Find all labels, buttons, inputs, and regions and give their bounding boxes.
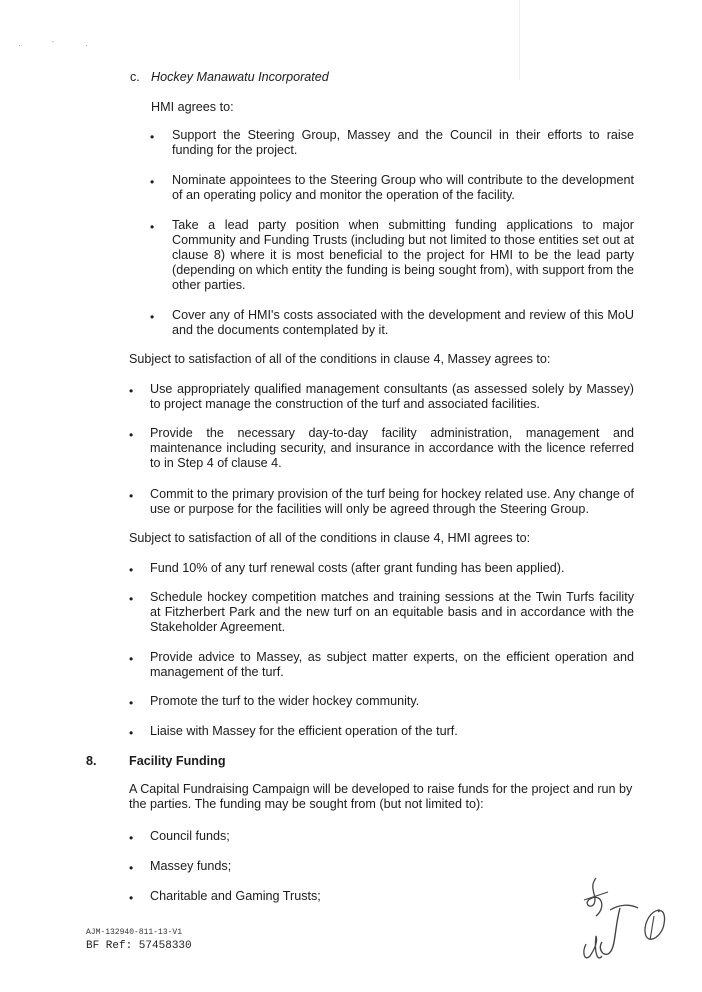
- hmi-intro: Subject to satisfaction of all of the conditions in clause 4, HMI agrees to:: [129, 531, 531, 545]
- section-c-bullet-4: Cover any of HMI's costs associated with the development and review of this MoU and the documents contemplated by it.: [172, 308, 634, 337]
- massey-bullet-2: Provide the necessary day-to-day facility administration, management and maintenance including security, and insurance in accordance with the licence referred to in Step 4 of clause 4.: [150, 426, 634, 470]
- bullet-marker: •: [129, 384, 134, 398]
- hmi-bullet-3: Provide advice to Massey, as subject matter experts, on the efficient operation and management of the turf.: [150, 650, 634, 679]
- section-8-bullet-2: Massey funds;: [150, 859, 232, 873]
- bullet-marker: •: [129, 592, 134, 606]
- bullet-marker: •: [150, 130, 155, 144]
- section-8-number: 8.: [86, 754, 97, 768]
- bullet-marker: •: [129, 563, 134, 577]
- bullet-marker: •: [129, 696, 134, 710]
- massey-intro: Subject to satisfaction of all of the conditions in clause 4, Massey agrees to:: [129, 352, 551, 366]
- bullet-marker: •: [129, 861, 134, 875]
- bullet-marker: •: [129, 489, 134, 503]
- hmi-bullet-5: Liaise with Massey for the efficient operation of the turf.: [150, 724, 458, 738]
- footer-bf-ref: BF Ref: 57458330: [86, 940, 192, 952]
- bullet-marker: •: [150, 175, 155, 189]
- section-8-bullet-3: Charitable and Gaming Trusts;: [150, 889, 321, 903]
- bullet-marker: •: [129, 831, 134, 845]
- hmi-bullet-4: Promote the turf to the wider hockey community.: [150, 694, 420, 708]
- section-c-bullet-1: Support the Steering Group, Massey and the Council in their efforts to raise funding for the project.: [172, 128, 634, 157]
- bullet-marker: •: [129, 891, 134, 905]
- massey-bullet-1: Use appropriately qualified management consultants (as assessed solely by Massey) to project manage the construction of the turf and associated facilities.: [150, 382, 634, 411]
- bullet-marker: •: [129, 652, 134, 666]
- scan-specks: · ´ ·: [18, 40, 102, 50]
- footer-doc-ref: AJM-132940-811-13-V1: [86, 928, 183, 937]
- section-c-intro: HMI agrees to:: [151, 100, 234, 114]
- section-8-bullet-1: Council funds;: [150, 829, 230, 843]
- bullet-marker: •: [129, 726, 134, 740]
- massey-bullet-3: Commit to the primary provision of the turf being for hockey related use. Any change of use or purpose for the facilities will only be agreed through the Steering Group.: [150, 487, 634, 516]
- section-c-title: Hockey Manawatu Incorporated: [151, 70, 329, 84]
- handwritten-initials-signature: [568, 870, 678, 970]
- section-8-paragraph: A Capital Fundraising Campaign will be developed to raise funds for the project and run by the parties. The funding may be sought from (but not limited to):: [129, 782, 633, 811]
- bullet-marker: •: [150, 220, 155, 234]
- section-8-title: Facility Funding: [129, 754, 226, 768]
- bullet-marker: •: [129, 428, 134, 442]
- scan-line: [519, 0, 520, 80]
- bullet-marker: •: [150, 310, 155, 324]
- section-c-marker: c.: [130, 70, 140, 84]
- section-c-bullet-2: Nominate appointees to the Steering Group who will contribute to the development of an operating policy and monitor the operation of the facility.: [172, 173, 634, 202]
- section-c-bullet-3: Take a lead party position when submitting funding applications to major Community and Funding Trusts (including but not limited to those entities set out at clause 8) where it is most beneficial to the project for HMI to be the lead party (depending on which entity the funding is being sought from), with support from the other parties.: [172, 218, 634, 292]
- hmi-bullet-1: Fund 10% of any turf renewal costs (after grant funding has been applied).: [150, 561, 565, 575]
- hmi-bullet-2: Schedule hockey competition matches and training sessions at the Twin Turfs facility at Fitzherbert Park and the new turf on an equitable basis and in accordance with the Stakeholder Agreement.: [150, 590, 634, 634]
